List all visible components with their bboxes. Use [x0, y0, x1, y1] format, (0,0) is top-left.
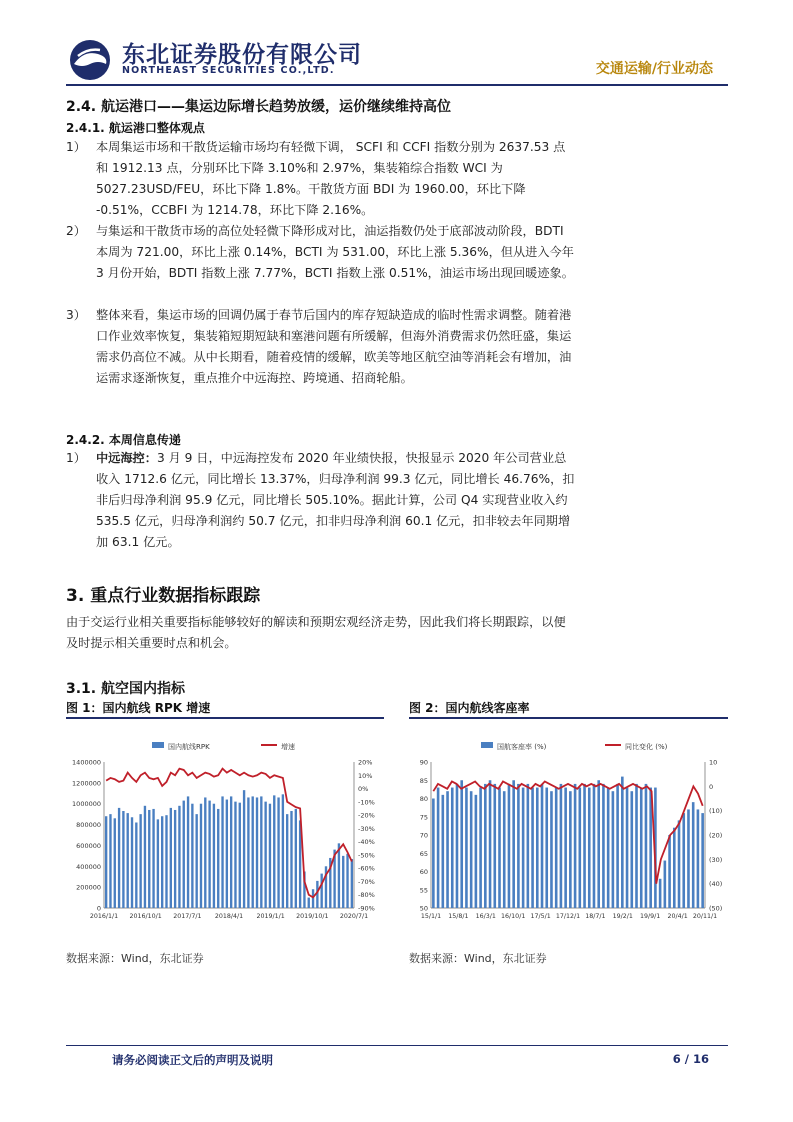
bar — [432, 799, 435, 909]
x-tick-label: 2016/10/1 — [129, 913, 162, 920]
bar — [252, 796, 254, 908]
y-tick-label-right: (30) — [709, 855, 723, 864]
bar — [239, 803, 241, 908]
y-tick-label-right: 0% — [358, 785, 369, 794]
y-tick-label-right: (10) — [709, 807, 723, 816]
y-tick-label-left: 1000000 — [72, 800, 101, 809]
bar — [560, 784, 563, 908]
bar — [178, 806, 180, 908]
legend-label: 国航客座率 (%) — [497, 743, 547, 751]
bar — [264, 802, 266, 908]
figure-2-source: 数据来源：Wind，东北证券 — [409, 952, 547, 965]
y-tick-label-right: (40) — [709, 880, 723, 889]
bar — [465, 788, 468, 908]
list-item-number: 2） — [66, 224, 86, 238]
bar — [442, 795, 445, 908]
y-tick-label-left: 400000 — [76, 862, 101, 871]
y-tick-label-right: 10 — [709, 758, 718, 767]
bar — [200, 804, 202, 908]
bar — [114, 818, 116, 908]
y-tick-label-left: 1400000 — [72, 758, 101, 767]
bar — [174, 810, 176, 908]
x-tick-label: 2018/4/1 — [214, 913, 244, 920]
figure-2-rule — [409, 717, 728, 719]
company-name-en: NORTHEAST SECURITIES CO.,LTD. — [122, 65, 335, 76]
legend-label: 国内航线RPK — [168, 743, 210, 751]
list-item-text: 整体来看，集运市场的回调仍属于春节后国内的库存短缺造成的临时性需求调整。随着港口作业效率恢复，集装箱短期短缺和塞港问题有所缓解，但海外消费需求仍然旺盛，集运需求仍高位不减。从中长期看，随着疫情的缓解，欧美等地区航空油等消耗会有增加，油运需求逐渐恢复，重点推介中远海控、跨境通、招商轮船。 — [96, 308, 572, 385]
series-line — [106, 769, 352, 898]
bar — [290, 811, 292, 908]
bar — [144, 806, 146, 908]
bar — [183, 801, 185, 908]
bar — [527, 784, 530, 908]
y-tick-label-right: -50% — [358, 851, 375, 860]
figure-2-title: 图 2：国内航线客座率 — [409, 701, 530, 715]
northeast-securities-logo-icon — [68, 38, 112, 82]
list-item — [66, 221, 576, 284]
bar — [460, 780, 463, 908]
bar — [139, 814, 141, 908]
bar — [569, 791, 572, 908]
x-tick-label: 20/11/1 — [692, 913, 718, 920]
bar — [508, 784, 511, 908]
x-tick-label: 18/7/1 — [585, 913, 606, 920]
y-tick-label-left: 90 — [419, 758, 428, 767]
bar — [152, 809, 154, 908]
bar — [612, 791, 615, 908]
y-tick-label-right: -60% — [358, 864, 375, 873]
bar — [512, 780, 515, 908]
y-tick-label-left: 65 — [419, 849, 428, 858]
bar — [446, 791, 449, 908]
footer-divider — [66, 1045, 728, 1046]
bar — [109, 814, 111, 908]
y-tick-label-left: 80 — [419, 795, 428, 803]
y-tick-label-left: 60 — [419, 868, 428, 876]
bar — [489, 780, 492, 908]
bar — [135, 822, 137, 908]
bar — [282, 794, 284, 908]
bar — [256, 797, 258, 908]
bar — [346, 854, 348, 908]
x-tick-label: 2020/7/1 — [339, 913, 369, 920]
y-tick-label-right: -80% — [358, 891, 375, 900]
bar — [118, 808, 120, 908]
x-tick-label: 2016/1/1 — [89, 913, 119, 920]
bar — [243, 790, 245, 908]
bar — [498, 788, 501, 908]
bar — [191, 804, 193, 908]
y-tick-label-left: 1200000 — [72, 779, 101, 788]
bar — [493, 784, 496, 908]
bar — [697, 809, 700, 908]
bar — [645, 784, 648, 908]
chart-rpk-growth — [66, 722, 384, 927]
bar — [148, 810, 150, 908]
bar — [342, 856, 344, 908]
report-category: 交通运输/行业动态 — [595, 61, 713, 77]
bar — [574, 784, 577, 908]
figure-1-rule — [66, 717, 384, 719]
bar — [550, 791, 553, 908]
bar — [475, 795, 478, 908]
intro-text: 由于交运行业相关重要指标能够较好的解读和预期宏观经济走势，因此我们将长期跟踪，以便及时提示相关重要时点和机会。 — [66, 615, 566, 650]
y-tick-label-left: 0 — [96, 904, 101, 913]
bar — [522, 788, 525, 908]
bar — [503, 791, 506, 908]
x-tick-label: 15/1/1 — [420, 913, 442, 920]
bar — [312, 889, 314, 908]
section-heading-3: 3. 重点行业数据指标跟踪 — [66, 586, 261, 606]
bar — [626, 788, 629, 908]
bar — [531, 788, 534, 908]
bar — [635, 784, 638, 908]
bar — [131, 817, 133, 908]
x-tick-label: 15/8/1 — [448, 913, 469, 920]
figure-1-title: 图 1：国内航线 RPK 增速 — [66, 701, 211, 715]
bar — [451, 788, 454, 908]
bar — [536, 788, 539, 908]
bar — [230, 796, 232, 908]
bar — [204, 797, 206, 908]
y-tick-label-left: 85 — [419, 776, 428, 785]
section-3-intro — [66, 612, 576, 654]
subsection-heading-2-4-2: 2.4.2. 本周信息传递 — [66, 433, 181, 447]
bar — [545, 788, 548, 908]
bar — [682, 813, 685, 908]
x-tick-label: 2019/10/1 — [296, 913, 329, 920]
y-tick-label-right: -10% — [358, 798, 375, 807]
page-number: 6 / 16 — [672, 1052, 709, 1066]
y-tick-label-right: (20) — [709, 831, 723, 840]
y-tick-label-left: 75 — [419, 813, 428, 822]
y-tick-label-right: -40% — [358, 838, 375, 847]
bar — [664, 861, 667, 908]
bar — [692, 802, 695, 908]
bar — [195, 814, 197, 908]
bar — [127, 813, 129, 908]
bar — [273, 795, 275, 908]
bar — [687, 809, 690, 908]
bar — [295, 809, 297, 908]
bar — [247, 797, 249, 908]
x-tick-label: 16/10/1 — [501, 913, 526, 920]
bar — [277, 797, 279, 908]
bar — [517, 784, 520, 908]
bar — [122, 811, 124, 908]
bar — [659, 879, 662, 908]
y-tick-label-left: 200000 — [76, 883, 101, 892]
list-item — [66, 448, 576, 553]
y-tick-label-left: 50 — [419, 904, 428, 913]
legend-label: 增速 — [281, 743, 295, 751]
x-tick-label: 19/9/1 — [640, 913, 661, 920]
bar — [161, 816, 163, 908]
subsection-heading-2-4-1: 2.4.1. 航运港口整体观点 — [66, 121, 205, 135]
bar — [165, 815, 167, 908]
x-tick-label: 16/3/1 — [475, 913, 496, 920]
y-tick-label-right: (50) — [709, 904, 723, 913]
y-tick-label-right: -90% — [358, 904, 375, 913]
list-item-text: 3 月 9 日，中远海控发布 2020 年业绩快报，快报显示 2020 年公司营业总收入 1712.6 亿元，同比增长 13.37%，归母净利润 99.3 亿元，同比增长 46.76%，扣非后归母净利润 95.9 亿元，同比增长 505.10%。据此计算，公司 Q4 实现营业收入约 535.5 亿元，归母净利润约 50.7 亿元，扣非归母净利润 60.1 亿元，扣非较去年同期增加 63.1 亿元。 — [96, 451, 575, 549]
y-tick-label-left: 55 — [419, 886, 428, 895]
bar — [564, 788, 567, 908]
list-item-bold-label: 中远海控： — [96, 451, 157, 465]
list-item-text: 与集运和干散货市场的高位处轻微下降形成对比，油运指数仍处于底部波动阶段，BDTI 本周为 721.00，环比上涨 0.14%，BCTI 为 531.00，环比上涨 5.36%，但从进入今年 3 月份开始，BDTI 指数上涨 7.77%，BCTI 指数上涨 0.51%，油运市场出现回暖迹象。 — [96, 224, 574, 280]
section-heading-2-4: 2.4. 航运港口——集运边际增长趋势放缓，运价继续维持高位 — [66, 99, 451, 115]
y-tick-label-right: -20% — [358, 811, 375, 820]
bar — [583, 784, 586, 908]
bar — [602, 784, 605, 908]
bar — [221, 796, 223, 908]
series-line — [433, 781, 702, 883]
x-tick-label: 19/2/1 — [612, 913, 633, 920]
bar — [640, 788, 643, 908]
legend-swatch-bar — [152, 742, 164, 748]
x-tick-label: 20/4/1 — [667, 913, 688, 920]
y-tick-label-right: -30% — [358, 824, 375, 833]
bar — [470, 791, 473, 908]
x-tick-label: 2019/1/1 — [256, 913, 285, 920]
y-tick-label-right: 20% — [358, 758, 373, 767]
bar — [208, 801, 210, 908]
bar — [170, 808, 172, 908]
bar — [308, 898, 310, 908]
bar — [286, 814, 288, 908]
bar — [234, 802, 236, 908]
bar — [320, 874, 322, 908]
header-divider — [66, 84, 728, 86]
bar — [105, 816, 107, 908]
bar — [621, 777, 624, 908]
bar — [157, 819, 159, 908]
bar — [541, 784, 544, 908]
subsection-heading-3-1: 3.1. 航空国内指标 — [66, 681, 185, 697]
bar — [579, 788, 582, 908]
legend-swatch-bar — [481, 742, 493, 748]
y-tick-label-right: 10% — [358, 771, 373, 780]
y-tick-label-left: 600000 — [76, 841, 101, 850]
company-name-cn: 东北证券股份有限公司 — [122, 42, 362, 68]
bar — [437, 788, 440, 908]
bar — [593, 784, 596, 908]
bar — [351, 859, 353, 908]
footer-disclaimer: 请务必阅读正文后的声明及说明 — [112, 1053, 273, 1067]
bar — [226, 800, 228, 908]
y-tick-label-left: 800000 — [76, 821, 101, 830]
x-tick-label: 17/12/1 — [555, 913, 581, 920]
bar — [678, 820, 681, 908]
bar — [213, 804, 215, 908]
y-tick-label-right: -70% — [358, 877, 375, 886]
figure-1-source: 数据来源：Wind，东北证券 — [66, 952, 204, 965]
legend-label: 同比变化 (%) — [625, 743, 668, 751]
bar — [338, 843, 340, 908]
list-item-text: 本周集运市场和干散货运输市场均有轻微下调， SCFI 和 CCFI 指数分别为 2637.53 点和 1912.13 点，分别环比下降 3.10%和 2.97%，集装箱综合指数 WCI 为 5027.23USD/FEU，环比下降 1.8%。干散货方面 BDI 为 1960.00，环比下降 -0.51%，CCBFI 为 1214.78，环比下降 2.16%。 — [96, 140, 566, 217]
bar — [269, 804, 271, 908]
list-item — [66, 137, 576, 221]
list-item-number: 1） — [66, 140, 86, 154]
bar — [260, 796, 262, 908]
bar — [630, 791, 633, 908]
bar — [456, 784, 459, 908]
bar — [673, 828, 676, 908]
list-item-number: 1） — [66, 451, 86, 465]
bar — [484, 784, 487, 908]
bar — [187, 796, 189, 908]
x-tick-label: 2017/7/1 — [173, 913, 202, 920]
list-item-number: 3） — [66, 308, 86, 322]
chart-load-factor — [409, 722, 728, 927]
bar — [607, 788, 610, 908]
x-tick-label: 17/5/1 — [530, 913, 551, 920]
y-tick-label-right: 0 — [709, 782, 714, 791]
bar — [555, 788, 558, 908]
bar — [701, 813, 704, 908]
bar — [616, 784, 619, 908]
bar — [479, 788, 482, 908]
list-item — [66, 305, 576, 389]
y-tick-label-left: 70 — [419, 831, 428, 840]
bar — [588, 788, 591, 908]
bar — [668, 835, 671, 908]
bar — [217, 809, 219, 908]
bar — [597, 780, 600, 908]
